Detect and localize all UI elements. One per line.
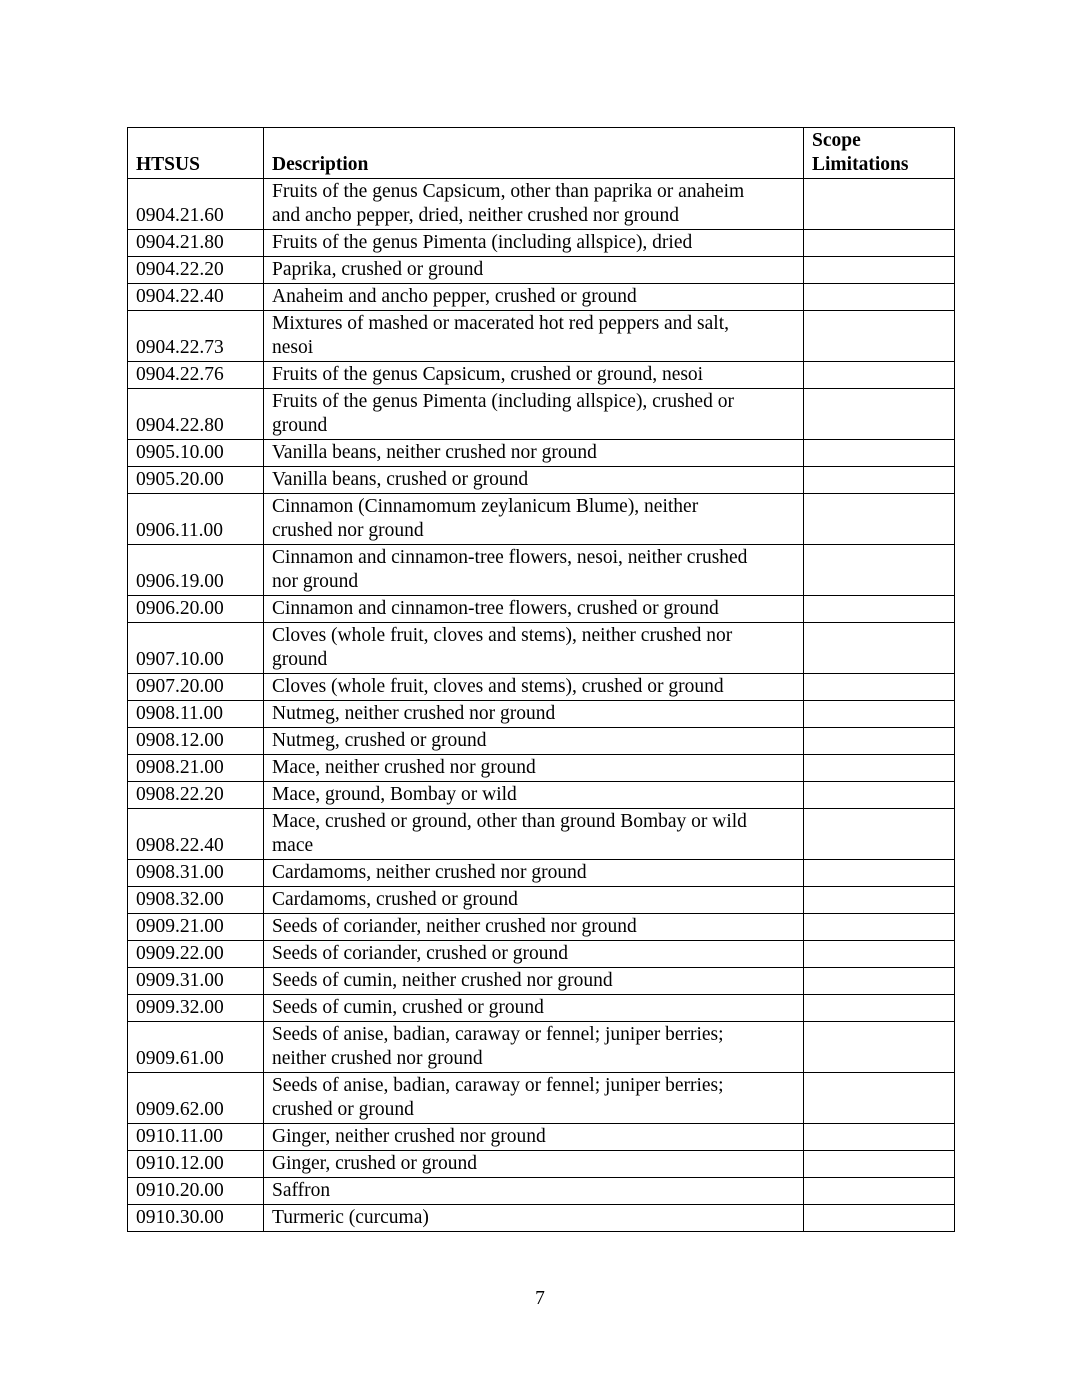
description-line: Vanilla beans, neither crushed nor ground <box>272 442 597 463</box>
htsus-code-cell: 0907.20.00 <box>128 674 264 701</box>
description-line: crushed nor ground <box>272 520 424 541</box>
htsus-code-cell: 0908.11.00 <box>128 701 264 728</box>
description-cell <box>264 674 804 701</box>
description-line: Cinnamon and cinnamon-tree flowers, nesoi, neither crushed <box>272 547 748 568</box>
description-line: Seeds of cumin, neither crushed nor ground <box>272 970 613 991</box>
description-line: Seeds of anise, badian, caraway or fennel; juniper berries; <box>272 1075 724 1096</box>
table-row <box>128 887 955 914</box>
description-line: ground <box>272 415 328 436</box>
description-cell <box>264 728 804 755</box>
description-cell <box>264 596 804 623</box>
table-row <box>128 596 955 623</box>
htsus-code-cell: 0906.20.00 <box>128 596 264 623</box>
table-row <box>128 701 955 728</box>
description-cell <box>264 968 804 995</box>
scope-limitations-cell <box>804 914 955 941</box>
htsus-code-cell: 0908.31.00 <box>128 860 264 887</box>
htsus-code-cell: 0908.21.00 <box>128 755 264 782</box>
description-line: Seeds of anise, badian, caraway or fennel; juniper berries; <box>272 1024 724 1045</box>
scope-limitations-cell <box>804 230 955 257</box>
description-line: Nutmeg, neither crushed nor ground <box>272 703 556 724</box>
description-line: Mace, crushed or ground, other than ground Bombay or wild <box>272 811 747 832</box>
table-row <box>128 1178 955 1205</box>
scope-limitations-cell <box>804 389 955 440</box>
table-body <box>128 179 955 1232</box>
description-line: Seeds of coriander, neither crushed nor ground <box>272 916 637 937</box>
table-row <box>128 1073 955 1124</box>
description-line: Mixtures of mashed or macerated hot red peppers and salt, <box>272 313 730 334</box>
table-row <box>128 860 955 887</box>
scope-limitations-cell <box>804 284 955 311</box>
description-line: Vanilla beans, crushed or ground <box>272 469 529 490</box>
description-line: Fruits of the genus Capsicum, crushed or ground, nesoi <box>272 364 704 385</box>
scope-limitations-cell <box>804 860 955 887</box>
description-line: Cinnamon and cinnamon-tree flowers, crushed or ground <box>272 598 719 619</box>
table-row <box>128 284 955 311</box>
description-cell <box>264 440 804 467</box>
description-cell <box>264 1124 804 1151</box>
htsus-code-cell: 0904.22.40 <box>128 284 264 311</box>
table-row <box>128 674 955 701</box>
scope-limitations-cell <box>804 1073 955 1124</box>
scope-limitations-cell <box>804 701 955 728</box>
description-cell <box>264 179 804 230</box>
table-row <box>128 623 955 674</box>
htsus-code-cell: 0905.10.00 <box>128 440 264 467</box>
description-line: nesoi <box>272 337 314 358</box>
scope-limitations-cell <box>804 755 955 782</box>
table-row <box>128 494 955 545</box>
table-row <box>128 362 955 389</box>
description-cell <box>264 311 804 362</box>
table-row <box>128 995 955 1022</box>
header-scope-limitations: Scope Limitations <box>804 128 955 179</box>
scope-limitations-cell <box>804 596 955 623</box>
scope-limitations-cell <box>804 440 955 467</box>
scope-limitations-cell <box>804 809 955 860</box>
description-line: Cloves (whole fruit, cloves and stems), neither crushed nor <box>272 625 733 646</box>
scope-limitations-cell <box>804 887 955 914</box>
description-cell <box>264 494 804 545</box>
header-htsus: HTSUS <box>128 128 264 179</box>
description-cell <box>264 995 804 1022</box>
scope-limitations-cell <box>804 623 955 674</box>
description-line: Seeds of cumin, crushed or ground <box>272 997 544 1018</box>
description-line: crushed or ground <box>272 1099 414 1120</box>
table-row <box>128 179 955 230</box>
description-line: Mace, ground, Bombay or wild <box>272 784 517 805</box>
table-row <box>128 440 955 467</box>
description-cell <box>264 1178 804 1205</box>
table-row <box>128 230 955 257</box>
table-row <box>128 728 955 755</box>
scope-limitations-cell <box>804 1205 955 1232</box>
description-line: Nutmeg, crushed or ground <box>272 730 487 751</box>
htsus-code-cell: 0909.21.00 <box>128 914 264 941</box>
description-cell <box>264 755 804 782</box>
table-row <box>128 467 955 494</box>
htsus-code-cell: 0906.19.00 <box>128 545 264 596</box>
scope-limitations-cell <box>804 362 955 389</box>
htsus-code-cell: 0904.22.20 <box>128 257 264 284</box>
table-row <box>128 914 955 941</box>
description-line: Fruits of the genus Capsicum, other than paprika or anaheim <box>272 181 745 202</box>
description-line: Anaheim and ancho pepper, crushed or ground <box>272 286 637 307</box>
scope-limitations-cell <box>804 674 955 701</box>
scope-limitations-cell <box>804 782 955 809</box>
description-line: Fruits of the genus Pimenta (including allspice), dried <box>272 232 693 253</box>
page-number: 7 <box>535 1288 545 1309</box>
htsus-code-cell: 0904.22.76 <box>128 362 264 389</box>
htsus-code-cell: 0906.11.00 <box>128 494 264 545</box>
header-description: Description <box>264 128 804 179</box>
description-cell <box>264 362 804 389</box>
htsus-code-cell: 0909.22.00 <box>128 941 264 968</box>
table-row <box>128 311 955 362</box>
description-line: neither crushed nor ground <box>272 1048 483 1069</box>
htsus-code-cell: 0908.12.00 <box>128 728 264 755</box>
table-row <box>128 545 955 596</box>
description-line: Fruits of the genus Pimenta (including allspice), crushed or <box>272 391 734 412</box>
description-cell <box>264 389 804 440</box>
htsus-table <box>127 127 955 1232</box>
scope-limitations-cell <box>804 995 955 1022</box>
description-cell <box>264 701 804 728</box>
description-line: nor ground <box>272 571 359 592</box>
htsus-code-cell: 0910.12.00 <box>128 1151 264 1178</box>
htsus-code-cell: 0909.61.00 <box>128 1022 264 1073</box>
description-line: Cloves (whole fruit, cloves and stems), crushed or ground <box>272 676 724 697</box>
description-line: Seeds of coriander, crushed or ground <box>272 943 568 964</box>
description-cell <box>264 1205 804 1232</box>
description-line: Saffron <box>272 1180 331 1201</box>
table-row <box>128 1205 955 1232</box>
description-cell <box>264 941 804 968</box>
htsus-code-cell: 0909.32.00 <box>128 995 264 1022</box>
htsus-code-cell: 0910.30.00 <box>128 1205 264 1232</box>
htsus-code-cell: 0908.22.40 <box>128 809 264 860</box>
table-row <box>128 968 955 995</box>
description-line: and ancho pepper, dried, neither crushed nor ground <box>272 205 679 226</box>
scope-limitations-cell <box>804 1124 955 1151</box>
description-line: Turmeric (curcuma) <box>272 1207 429 1228</box>
table-row <box>128 755 955 782</box>
scope-limitations-cell <box>804 941 955 968</box>
table-header-row <box>128 128 955 179</box>
scope-limitations-cell <box>804 467 955 494</box>
description-line: Paprika, crushed or ground <box>272 259 484 280</box>
scope-limitations-cell <box>804 1151 955 1178</box>
description-line: Mace, neither crushed nor ground <box>272 757 536 778</box>
description-line: ground <box>272 649 328 670</box>
scope-limitations-cell <box>804 968 955 995</box>
htsus-code-cell: 0907.10.00 <box>128 623 264 674</box>
description-cell <box>264 545 804 596</box>
scope-limitations-cell <box>804 545 955 596</box>
description-cell <box>264 1151 804 1178</box>
description-cell <box>264 467 804 494</box>
htsus-code-cell: 0904.22.73 <box>128 311 264 362</box>
htsus-code-cell: 0908.22.20 <box>128 782 264 809</box>
table-row <box>128 257 955 284</box>
scope-limitations-cell <box>804 728 955 755</box>
htsus-code-cell: 0904.21.60 <box>128 179 264 230</box>
description-cell <box>264 887 804 914</box>
htsus-code-cell: 0905.20.00 <box>128 467 264 494</box>
htsus-code-cell: 0910.20.00 <box>128 1178 264 1205</box>
description-line: Cardamoms, crushed or ground <box>272 889 518 910</box>
scope-limitations-cell <box>804 494 955 545</box>
description-cell <box>264 1073 804 1124</box>
description-cell <box>264 623 804 674</box>
table-row <box>128 1151 955 1178</box>
description-cell <box>264 782 804 809</box>
description-cell <box>264 284 804 311</box>
scope-limitations-cell <box>804 1178 955 1205</box>
htsus-code-cell: 0904.22.80 <box>128 389 264 440</box>
table-row <box>128 782 955 809</box>
description-cell <box>264 914 804 941</box>
table-row <box>128 941 955 968</box>
htsus-code-cell: 0909.62.00 <box>128 1073 264 1124</box>
description-line: mace <box>272 835 314 856</box>
scope-limitations-cell <box>804 179 955 230</box>
description-line: Ginger, neither crushed nor ground <box>272 1126 546 1147</box>
table-row <box>128 389 955 440</box>
htsus-code-cell: 0908.32.00 <box>128 887 264 914</box>
htsus-code-cell: 0910.11.00 <box>128 1124 264 1151</box>
scope-limitations-cell <box>804 311 955 362</box>
description-cell <box>264 257 804 284</box>
description-line: Cardamoms, neither crushed nor ground <box>272 862 587 883</box>
description-line: Ginger, crushed or ground <box>272 1153 477 1174</box>
scope-limitations-cell <box>804 257 955 284</box>
description-line: Cinnamon (Cinnamomum zeylanicum Blume), neither <box>272 496 699 517</box>
description-cell <box>264 809 804 860</box>
table-row <box>128 1022 955 1073</box>
description-cell <box>264 1022 804 1073</box>
htsus-code-cell: 0909.31.00 <box>128 968 264 995</box>
scope-limitations-cell <box>804 1022 955 1073</box>
htsus-code-cell: 0904.21.80 <box>128 230 264 257</box>
table-row <box>128 1124 955 1151</box>
table-row <box>128 809 955 860</box>
description-cell <box>264 860 804 887</box>
description-cell <box>264 230 804 257</box>
